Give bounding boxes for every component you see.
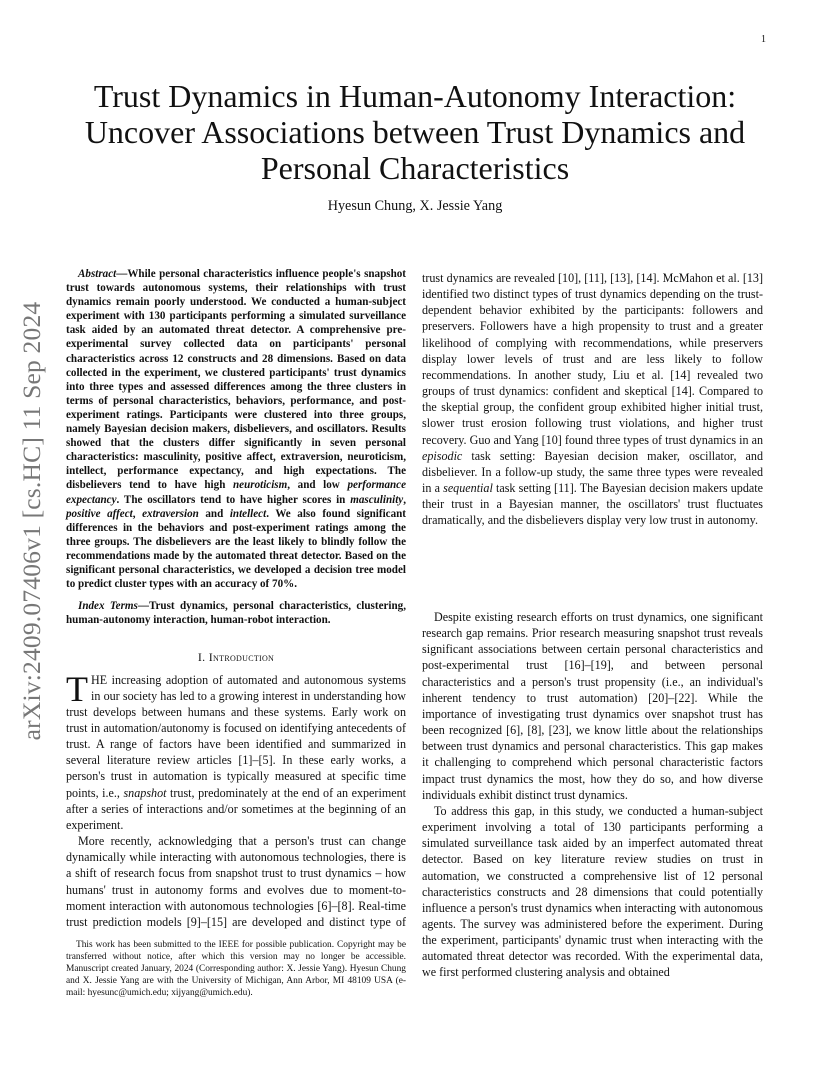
intro-paragraph-4: To address this gap, in this study, we conducted a human-subject experiment involving a total of 130 participants performing a simulated surveillance task aided by an imperfect automated threat detector. Based on key literature review studies on trust in automation, we constructed a comprehensive list of 12 personal characteristics constructs and 28 dimensions that could potentially influence a person's trust dynamics when interacting with autonomous agents. The survey was administered before the experiment. During the experiment, participants' dynamic trust when interacting with the automated threat detector was recorded. With the experimental data, we first performed clustering analysis and obtained [422,803,763,980]
title-line-3: Personal Characteristics [260,150,570,186]
intro-paragraph-2-continued: trust dynamics are revealed [10], [11], [13], [14]. McMahon et al. [13] identified two distinct types of trust dynamics depending on the trust-dependent behavior exhibited by the participants: followers and preservers. Followers have a high propensity to trust and a greater likelihood of complying with recommendations, while preservers display lower levels of trust and are less likely to follow recommendations. In another study, Liu et al. [14] revealed two groups of trust dynamics: confident and skeptical [14]. Compared to the skeptial group, the confident group exhibited higher initial trust, slower trust erosion following trust violations, and higher trust recovery. Guo and Yang [10] found three types of trust dynamics in an episodic task setting: Bayesian decision maker, oscillator, and disbeliever. In a follow-up study, the same three types were revealed in a sequential task setting [11]. The Bayesian decision makers update their trust in a Bayesian manner, the oscillators' trust fluctuates dramatically, and the disbelievers display very low trust in autonomy. [422,270,763,528]
index-terms-label: Index Terms [78,600,138,613]
right-column [422,270,763,981]
abstract-label: Abstract [78,268,117,280]
index-terms: Index Terms—Trust dynamics, personal characteristics, clustering, human-autonomy interaction, human-robot interaction. [66,600,406,627]
title-line-2: Uncover Associations between Trust Dynamics and [84,114,746,150]
intro-paragraph-2: More recently, acknowledging that a person's trust can change dynamically while interacting with autonomous technologies, there is a shift of research focus from snapshot trust to trust dynamics – how humans' trust in autonomy forms and evolves due to moment-to-moment interaction with autonomous technologies [6]–[8]. Real-time trust prediction models [9]–[15] are developed and distinct type of [66,834,406,929]
arxiv-watermark [8,286,56,756]
abstract: Abstract—While personal characteristics influence people's snapshot trust towards autonomous systems, their relationships with trust dynamics remain poorly understood. We conducted a human-subject experiment with 130 participants performing a simulated surveillance task aided by an automated threat detector. A comprehensive pre-experimental survey collected data on participants' personal characteristics across 12 constructs and 28 dimensions. Based on data collected in the experiment, we clustered participants' trust dynamics into three types and assessed differences among the three clusters in terms of personal characteristics, behaviors, performance, and post-experiment ratings. Participants were clustered into three groups, namely Bayesian decision makers, disbelievers, and oscillators. Results showed that the clusters differ significantly in seven personal characteristics: masculinity, positive affect, extraversion, neuroticism, intellect, performance expectancy, and high expectations. The disbelievers tend to have high neuroticism, and low performance expectancy. The oscillators tend to have higher scores in masculinity, positive affect, extraversion and intellect. We also found significant differences in the behaviors and post-experiment ratings among the three groups. The disbelievers are the least likely to blindly follow the recommendations made by the automated threat detector. Based on the significant personal characteristics, we developed a decision tree model to predict cluster types with an accuracy of 70%. [66,268,407,591]
title-line-1: Trust Dynamics in Human-Autonomy Interaction: [93,78,737,114]
drop-cap: T [66,668,88,709]
footnote: This work has been submitted to the IEEE for possible publication. Copyright may be transferred without notice, after which this version may no longer be accessible. Manuscript created January, 2024 (Corresponding author: X. Jessie Yang). Hyesun Chung and X. Jessie Yang are with the University of Michigan, Ann Arbor, MI 48109 USA (e-mail: hyesunc@umich.edu; xijyang@umich.edu). [66,940,406,998]
arxiv-identifier: arXiv:2409.07406v1 [cs.HC] 11 Sep 2024 [17,301,46,741]
intro-paragraph-3: Despite existing research efforts on trust dynamics, one significant research gap remains. Prior research measuring snapshot trust reveals significant associations between certain personal characteristics and post-experimental trust [16]–[19], and between personal characteristics and a person's trust propensity (i.e., an individual's inherent tendency to trust automation) [20]–[22]. While the importance of investigating trust dynamics over snapshot trust has been recognized [6], [8], [23], we know little about the relationships between trust dynamics and personal characteristics. This gap makes it challenging to comprehend which personal characteristic factors impact trust dynamics the most, how they do so, and how diverse individuals exhibit distinct trust dynamics. [422,610,763,802]
intro-paragraph-1: THE increasing adoption of automated and autonomous systems in our society has led to a growing interest in understanding how trust develops between humans and these systems. Early work on trust in automation/autonomy is focused on identifying antecedents of trust. A range of factors have been identified and summarized in several literature review articles [1]–[5]. In these early works, a person's trust in automation is typically measured at specific time points, i.e., snapshot trust, predominately at the end of an experiment after a series of interactions and/or sometimes at the beginning of an experiment. [66,668,406,832]
left-column [66,267,406,929]
section-heading-introduction: I. Introduction [197,650,275,665]
author-list: Hyesun Chung, X. Jessie Yang [327,198,503,214]
page-number: 1 [761,34,766,45]
paper-title [60,78,770,186]
